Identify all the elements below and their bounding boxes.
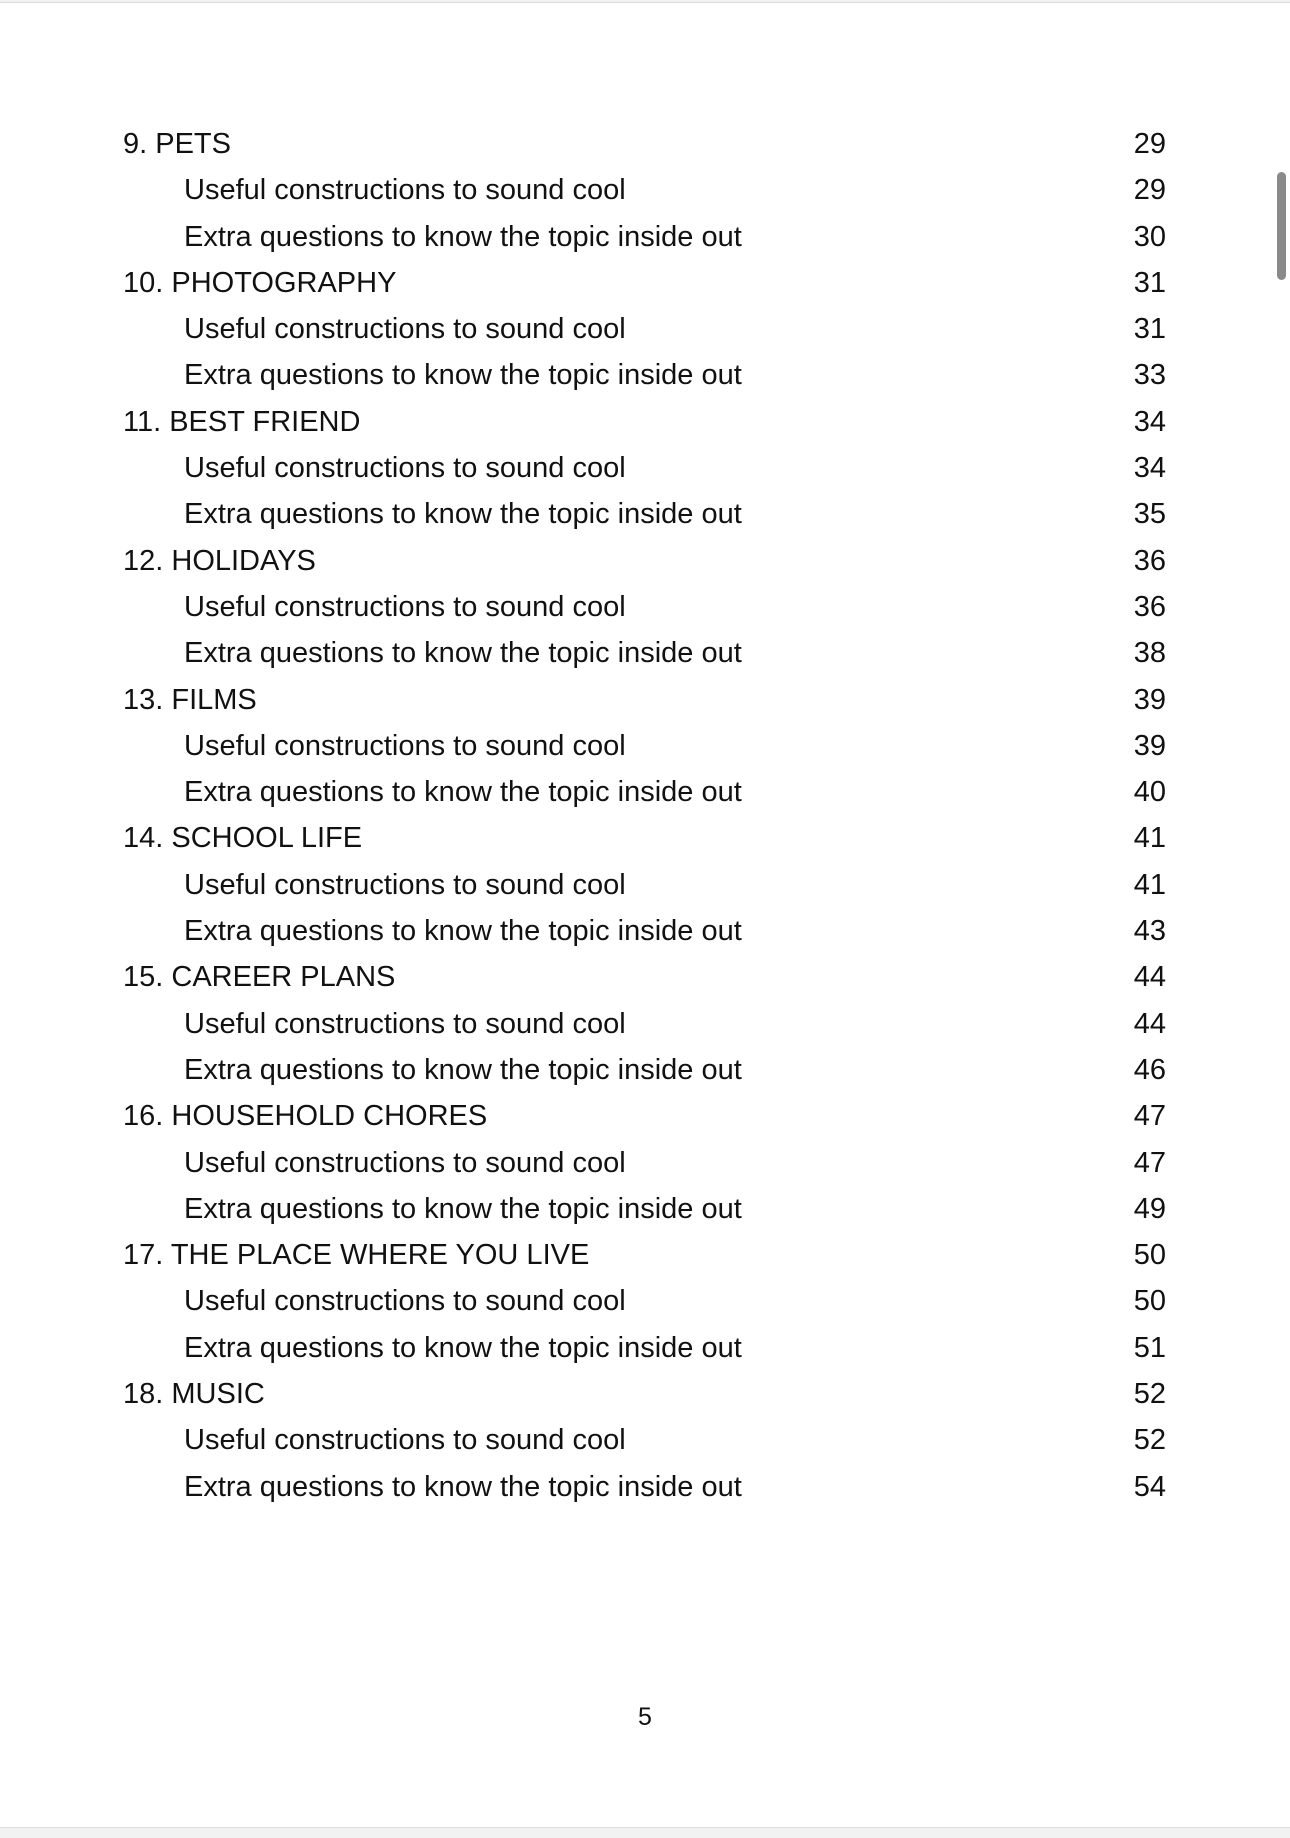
toc-chapter-entry[interactable]	[0, 1371, 1290, 1417]
toc-subsection-title: Useful constructions to sound cool	[184, 1007, 626, 1040]
toc-subsection-title: Useful constructions to sound cool	[184, 174, 626, 207]
toc-chapter-title: 10. PHOTOGRAPHY	[123, 266, 397, 299]
toc-page-number: 33	[1133, 359, 1166, 392]
toc-page-number: 43	[1133, 915, 1166, 948]
toc-page-number: 36	[1133, 544, 1166, 577]
toc-subsection-title: Useful constructions to sound cool	[184, 1146, 626, 1179]
toc-page-number: 34	[1133, 452, 1166, 485]
toc-subsection-title: Extra questions to know the topic inside out	[184, 776, 742, 809]
toc-chapter-entry[interactable]	[0, 260, 1290, 306]
toc-chapter-title: 16. HOUSEHOLD CHORES	[123, 1100, 488, 1133]
toc-chapter-entry[interactable]	[0, 1093, 1290, 1139]
toc-page-number: 40	[1133, 776, 1166, 809]
toc-chapter-title: 14. SCHOOL LIFE	[123, 822, 363, 855]
toc-page-number: 51	[1133, 1331, 1166, 1364]
toc-subsection-title: Extra questions to know the topic inside out	[184, 220, 742, 253]
toc-subsection-entry[interactable]	[0, 1278, 1290, 1324]
toc-page-number: 29	[1133, 174, 1166, 207]
toc-subsection-entry[interactable]	[0, 1140, 1290, 1186]
toc-subsection-entry[interactable]	[0, 445, 1290, 491]
document-page	[0, 2, 1290, 1828]
toc-subsection-entry[interactable]	[0, 584, 1290, 630]
toc-subsection-entry[interactable]	[0, 723, 1290, 769]
toc-subsection-entry[interactable]	[0, 1047, 1290, 1093]
toc-page-number: 35	[1133, 498, 1166, 531]
toc-page-number: 50	[1133, 1285, 1166, 1318]
toc-subsection-title: Useful constructions to sound cool	[184, 313, 626, 346]
toc-subsection-title: Useful constructions to sound cool	[184, 452, 626, 485]
toc-page-number: 50	[1133, 1239, 1166, 1272]
toc-subsection-entry[interactable]	[0, 306, 1290, 352]
toc-chapter-title: 9. PETS	[123, 128, 231, 160]
toc-page-number: 44	[1133, 961, 1166, 994]
toc-subsection-entry[interactable]	[0, 908, 1290, 954]
toc-subsection-title: Useful constructions to sound cool	[184, 729, 626, 762]
toc-page-number: 52	[1133, 1424, 1166, 1457]
toc-page-number: 38	[1133, 637, 1166, 670]
toc-chapter-entry[interactable]	[0, 538, 1290, 584]
toc-subsection-entry[interactable]	[0, 1325, 1290, 1371]
toc-page-number: 36	[1133, 590, 1166, 623]
toc-page-number: 34	[1133, 405, 1166, 438]
toc-subsection-entry[interactable]	[0, 352, 1290, 398]
toc-page-number: 39	[1133, 683, 1166, 716]
toc-subsection-entry[interactable]	[0, 1186, 1290, 1232]
toc-page-number: 30	[1133, 220, 1166, 253]
toc-subsection-entry[interactable]	[0, 1417, 1290, 1463]
toc-subsection-title: Useful constructions to sound cool	[184, 590, 626, 623]
toc-subsection-title: Extra questions to know the topic inside out	[184, 1331, 742, 1364]
toc-page-number: 44	[1133, 1007, 1166, 1040]
page-number: 5	[638, 1703, 652, 1731]
toc-page-number: 29	[1133, 128, 1166, 160]
toc-page-number: 31	[1133, 266, 1166, 299]
toc-page-number: 41	[1133, 822, 1166, 855]
toc-subsection-title: Extra questions to know the topic inside out	[184, 1192, 742, 1225]
toc-chapter-entry[interactable]	[0, 954, 1290, 1000]
toc-subsection-title: Useful constructions to sound cool	[184, 1424, 626, 1457]
table-of-contents	[0, 121, 1290, 1510]
toc-chapter-entry[interactable]	[0, 815, 1290, 861]
toc-page-number: 41	[1133, 868, 1166, 901]
toc-subsection-entry[interactable]	[0, 1001, 1290, 1047]
toc-page-number: 52	[1133, 1378, 1166, 1411]
toc-chapter-title: 15. CAREER PLANS	[123, 961, 396, 994]
toc-page-number: 49	[1133, 1192, 1166, 1225]
toc-subsection-entry[interactable]	[0, 167, 1290, 213]
toc-chapter-title: 13. FILMS	[123, 683, 257, 716]
toc-subsection-title: Extra questions to know the topic inside out	[184, 359, 742, 392]
toc-subsection-entry[interactable]	[0, 862, 1290, 908]
toc-page-number: 47	[1133, 1146, 1166, 1179]
toc-chapter-title: 12. HOLIDAYS	[123, 544, 316, 577]
toc-chapter-entry[interactable]	[0, 121, 1290, 167]
toc-subsection-title: Extra questions to know the topic inside out	[184, 1470, 742, 1503]
toc-page-number: 39	[1133, 729, 1166, 762]
toc-subsection-title: Useful constructions to sound cool	[184, 868, 626, 901]
toc-subsection-title: Extra questions to know the topic inside out	[184, 915, 742, 948]
toc-subsection-title: Extra questions to know the topic inside out	[184, 637, 742, 670]
toc-subsection-title: Extra questions to know the topic inside out	[184, 1053, 742, 1086]
toc-chapter-title: 11. BEST FRIEND	[123, 405, 361, 438]
toc-chapter-entry[interactable]	[0, 1232, 1290, 1278]
toc-subsection-entry[interactable]	[0, 630, 1290, 676]
vertical-scrollbar-thumb[interactable]	[1277, 172, 1286, 280]
toc-page-number: 54	[1133, 1470, 1166, 1503]
toc-subsection-title: Extra questions to know the topic inside out	[184, 498, 742, 531]
toc-subsection-entry[interactable]	[0, 214, 1290, 260]
toc-page-number: 31	[1133, 313, 1166, 346]
toc-subsection-title: Useful constructions to sound cool	[184, 1285, 626, 1318]
toc-chapter-entry[interactable]	[0, 677, 1290, 723]
toc-chapter-title: 17. THE PLACE WHERE YOU LIVE	[123, 1239, 590, 1272]
toc-page-number: 46	[1133, 1053, 1166, 1086]
toc-subsection-entry[interactable]	[0, 1464, 1290, 1510]
toc-chapter-entry[interactable]	[0, 399, 1290, 445]
toc-subsection-entry[interactable]	[0, 491, 1290, 537]
toc-page-number: 47	[1133, 1100, 1166, 1133]
toc-subsection-entry[interactable]	[0, 769, 1290, 815]
toc-chapter-title: 18. MUSIC	[123, 1378, 265, 1411]
